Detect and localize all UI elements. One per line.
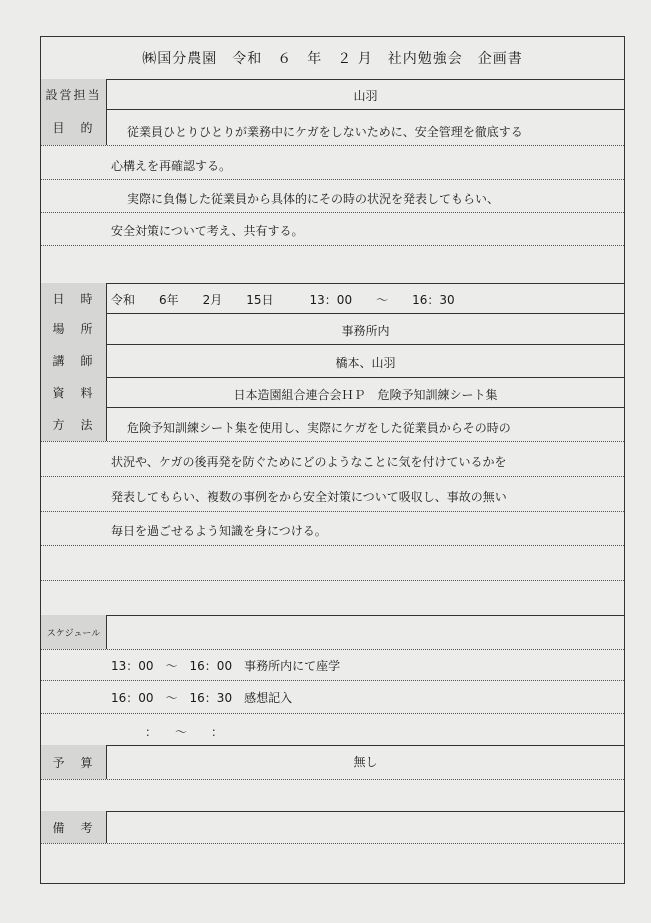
rule <box>41 843 624 844</box>
form-title: ㈱国分農園 令和 ６ 年 ２ 月 社内勉強会 企画書 <box>41 37 624 80</box>
label-koushi: 講 師 <box>41 344 107 377</box>
value-setsuei: 山羽 <box>353 89 378 103</box>
rule <box>41 212 624 213</box>
label-nichiji: 日 時 <box>41 283 107 313</box>
label-houhou: 方 法 <box>41 407 107 441</box>
rule <box>41 811 624 812</box>
rule <box>41 745 624 746</box>
rule <box>41 377 624 378</box>
rule <box>41 407 624 408</box>
value-koushi: 橋本、山羽 <box>335 356 396 370</box>
rule <box>41 713 624 714</box>
rule <box>41 511 624 512</box>
label-shiryou: 資 料 <box>41 377 107 407</box>
label-basho: 場 所 <box>41 313 107 344</box>
rule <box>41 283 624 284</box>
label-bikou: 備 考 <box>41 811 107 843</box>
schedule-line-3: ： ～ ： <box>145 725 224 739</box>
plan-form <box>40 36 625 884</box>
rule <box>41 179 624 180</box>
houhou-line-3: 発表してもらい、複数の事例をから安全対策について吸収し、事故の無い <box>111 490 507 504</box>
label-setsuei: 設営担当 <box>41 79 107 109</box>
rule <box>41 779 624 780</box>
rule <box>41 580 624 581</box>
rule <box>41 344 624 345</box>
value-nichiji: 令和 6年 2月 15日 13：00 ～ 16：30 <box>111 293 455 307</box>
rule <box>41 109 624 110</box>
rule <box>41 680 624 681</box>
mokuteki-line-4: 安全対策について考え、共有する。 <box>111 224 304 238</box>
mokuteki-line-2: 心構えを再確認する。 <box>111 159 232 173</box>
rule <box>41 615 624 616</box>
schedule-line-1: 13：00 ～ 16：00 事務所内にて座学 <box>111 659 341 673</box>
schedule-line-2: 16：00 ～ 16：30 感想記入 <box>111 691 293 705</box>
mokuteki-line-1: 従業員ひとりひとりが業務中にケガをしないために、安全管理を徹底する <box>127 125 523 139</box>
houhou-line-2: 状況や、ケガの後再発を防ぐためにどのようなことに気を付けているかを <box>111 455 507 469</box>
value-yosan: 無し <box>353 755 378 769</box>
rule <box>41 145 624 146</box>
rule <box>41 476 624 477</box>
rule <box>41 649 624 650</box>
rule <box>41 441 624 442</box>
mokuteki-line-3: 実際に負傷した従業員から具体的にその時の状況を発表してもらい、 <box>127 192 500 206</box>
rule <box>41 545 624 546</box>
houhou-line-4: 毎日を過ごせるよう知識を身につける。 <box>111 524 327 538</box>
value-shiryou: 日本造園組合連合会ＨＰ 危険予知訓練シート集 <box>233 388 498 402</box>
label-yosan: 予 算 <box>41 745 107 779</box>
label-mokuteki: 目 的 <box>41 109 107 145</box>
value-basho: 事務所内 <box>341 324 390 338</box>
label-schedule: スケジュール <box>41 615 107 649</box>
rule <box>41 245 624 246</box>
rule <box>41 313 624 314</box>
houhou-line-1: 危険予知訓練シート集を使用し、実際にケガをした従業員からその時の <box>127 421 511 435</box>
